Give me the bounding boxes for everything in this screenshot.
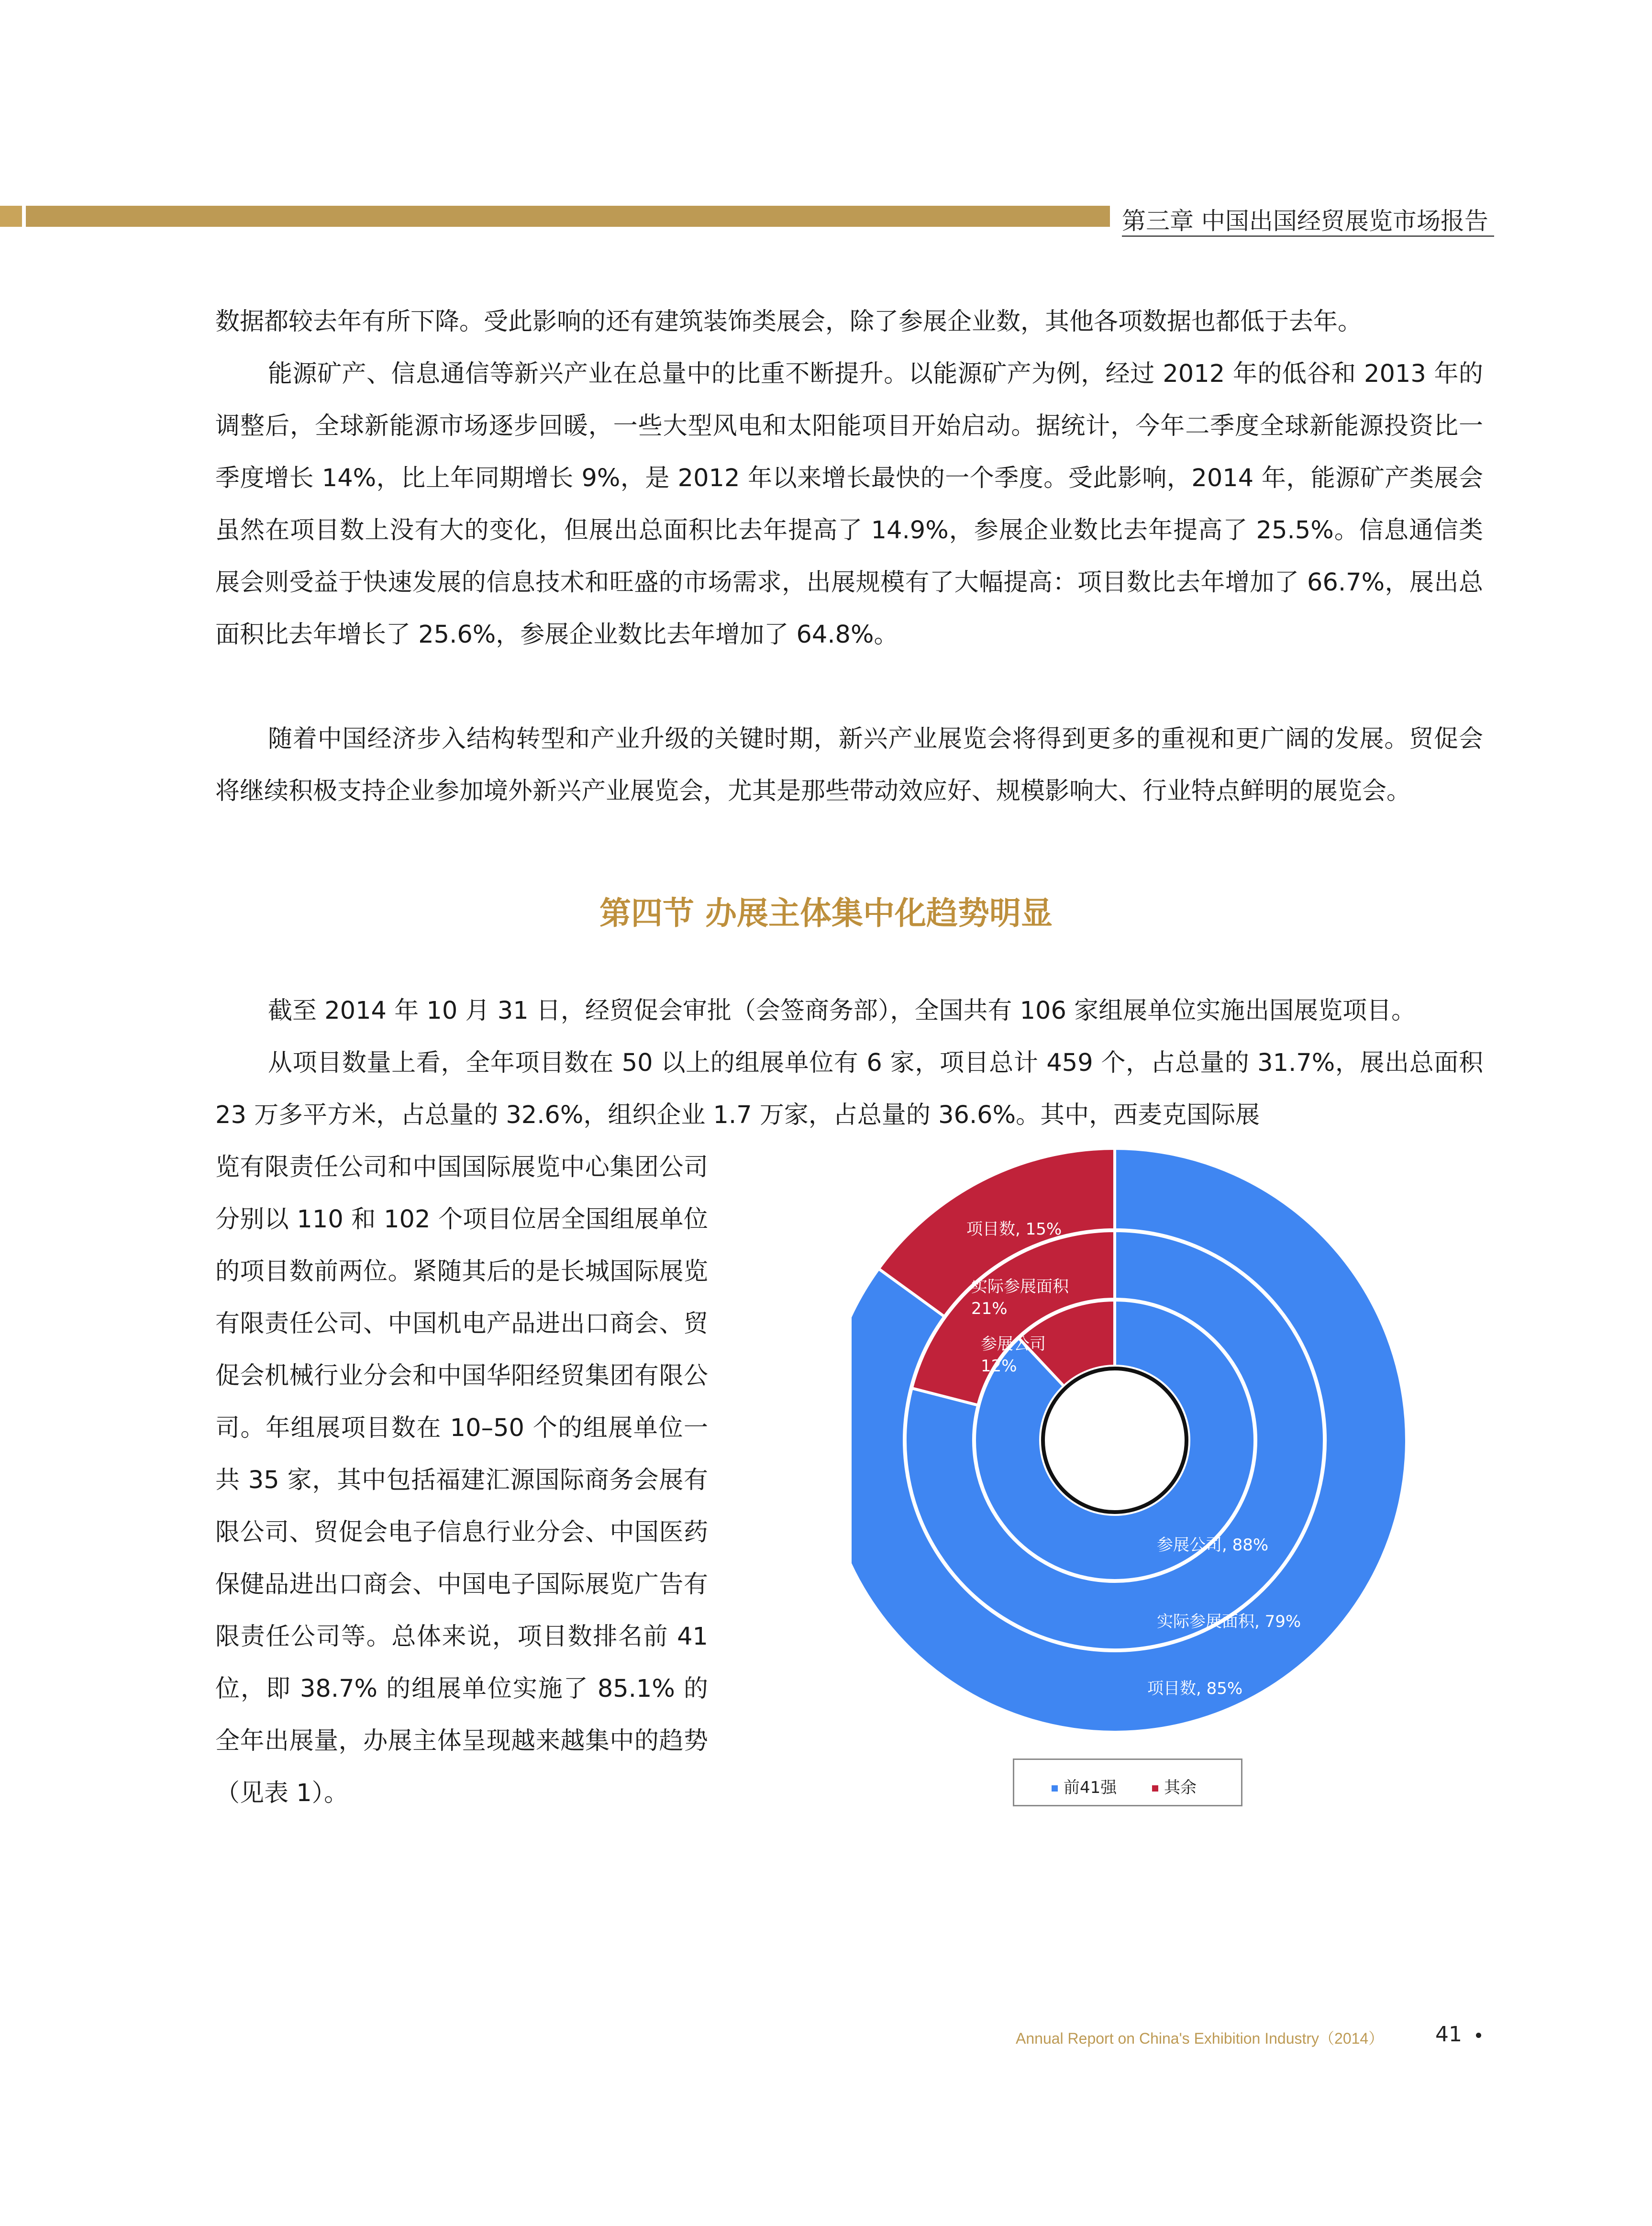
paragraph-5: 从项目数量上看，全年项目数在 50 以上的组展单位有 6 家，项目总计 459 个，占总量的 31.7%，展出总面积 23 万多平方米，占总量的 32.6%，组织企业 1.7 万家，占总量的 36.6%。其中，西麦克国际展	[215, 1049, 1483, 1129]
paragraph-1: 数据都较去年有所下降。受此影响的还有建筑装饰类展会，除了参展企业数，其他各项数据也都低于去年。	[215, 308, 1363, 336]
footer-page-number: 41	[1435, 2022, 1462, 2047]
chapter-title: 第三章 中国出国经贸展览市场报告	[1122, 207, 1488, 235]
inner-ring-label-top41: 参展公司, 88%	[1157, 1536, 1269, 1555]
footer-dot	[1476, 2033, 1481, 2038]
middle-ring-label-top41: 实际参展面积, 79%	[1157, 1612, 1301, 1631]
legend-label-top41: 前41强	[1064, 1778, 1117, 1797]
outer-ring-label-rest: 项目数, 15%	[966, 1220, 1062, 1239]
inner-ring-label-rest: 参展公司 12%	[981, 1335, 1046, 1376]
middle-ring-label-rest: 实际参展面积 21%	[971, 1277, 1069, 1318]
nested-donut-chart	[852, 1134, 1407, 1794]
section-title: 第四节 办展主体集中化趋势明显	[599, 895, 1053, 932]
header-accent-bar	[0, 206, 1110, 227]
paragraph-2: 能源矿产、信息通信等新兴产业在总量中的比重不断提升。以能源矿产为例，经过 2012 年的低谷和 2013 年的调整后，全球新能源市场逐步回暖，一些大型风电和太阳能项目开始启动。据统计，今年二季度全球新能源投资比一季度增长 14%，比上年同期增长 9%，是 2012 年以来增长最快的一个季度。受此影响，2014 年，能源矿产类展会虽然在项目数上没有大的变化，但展出总面积比去年提高了 14.9%，参展企业数比去年提高了 25.5%。信息通信类展会则受益于快速发展的信息技术和旺盛的市场需求，出展规模有了大幅提高：项目数比去年增加了 66.7%，展出总面积比去年增长了 25.6%，参展企业数比去年增加了 64.8%。	[215, 360, 1483, 649]
donut-svg	[852, 1134, 1407, 1794]
legend-item-rest	[1152, 1774, 1197, 1798]
paragraph-4: 截至 2014 年 10 月 31 日，经贸促会审批（会签商务部），全国共有 106 家组展单位实施出国展览项目。	[268, 997, 1416, 1025]
outer-ring-label-top41: 项目数, 85%	[1147, 1679, 1243, 1698]
paragraph-6: 览有限责任公司和中国国际展览中心集团公司分别以 110 和 102 个项目位居全国组展单位的项目数前两位。紧随其后的是长城国际展览有限责任公司、中国机电产品进出口商会、贸促会机械行业分会和中国华阳经贸集团有限公司。年组展项目数在 10–50 个的组展单位一共 35 家，其中包括福建汇源国际商务会展有限公司、贸促会电子信息行业分会、中国医药保健品进出口商会、中国电子国际展览广告有限责任公司等。总体来说，项目数排名前 41 位，即 38.7% 的组展单位实施了 85.1% 的全年出展量，办展主体呈现越来越集中的趋势（见表 1）。	[215, 1153, 708, 1807]
legend-swatch-top41	[1052, 1785, 1058, 1792]
legend-label-rest: 其余	[1164, 1778, 1197, 1797]
paragraph-3: 随着中国经济步入结构转型和产业升级的关键时期，新兴产业展览会将得到更多的重视和更广阔的发展。贸促会将继续积极支持企业参加境外新兴产业展览会，尤其是那些带动效应好、规模影响大、行业特点鲜明的展览会。	[215, 725, 1483, 805]
donut-center-hole	[1043, 1369, 1186, 1512]
footer-report-title: Annual Report on China's Exhibition Industry（2014）	[1016, 2030, 1384, 2047]
legend-swatch-rest	[1152, 1785, 1158, 1792]
chart-legend	[1013, 1759, 1242, 1806]
header-rule	[1122, 235, 1494, 237]
legend-item-top41	[1052, 1774, 1117, 1798]
